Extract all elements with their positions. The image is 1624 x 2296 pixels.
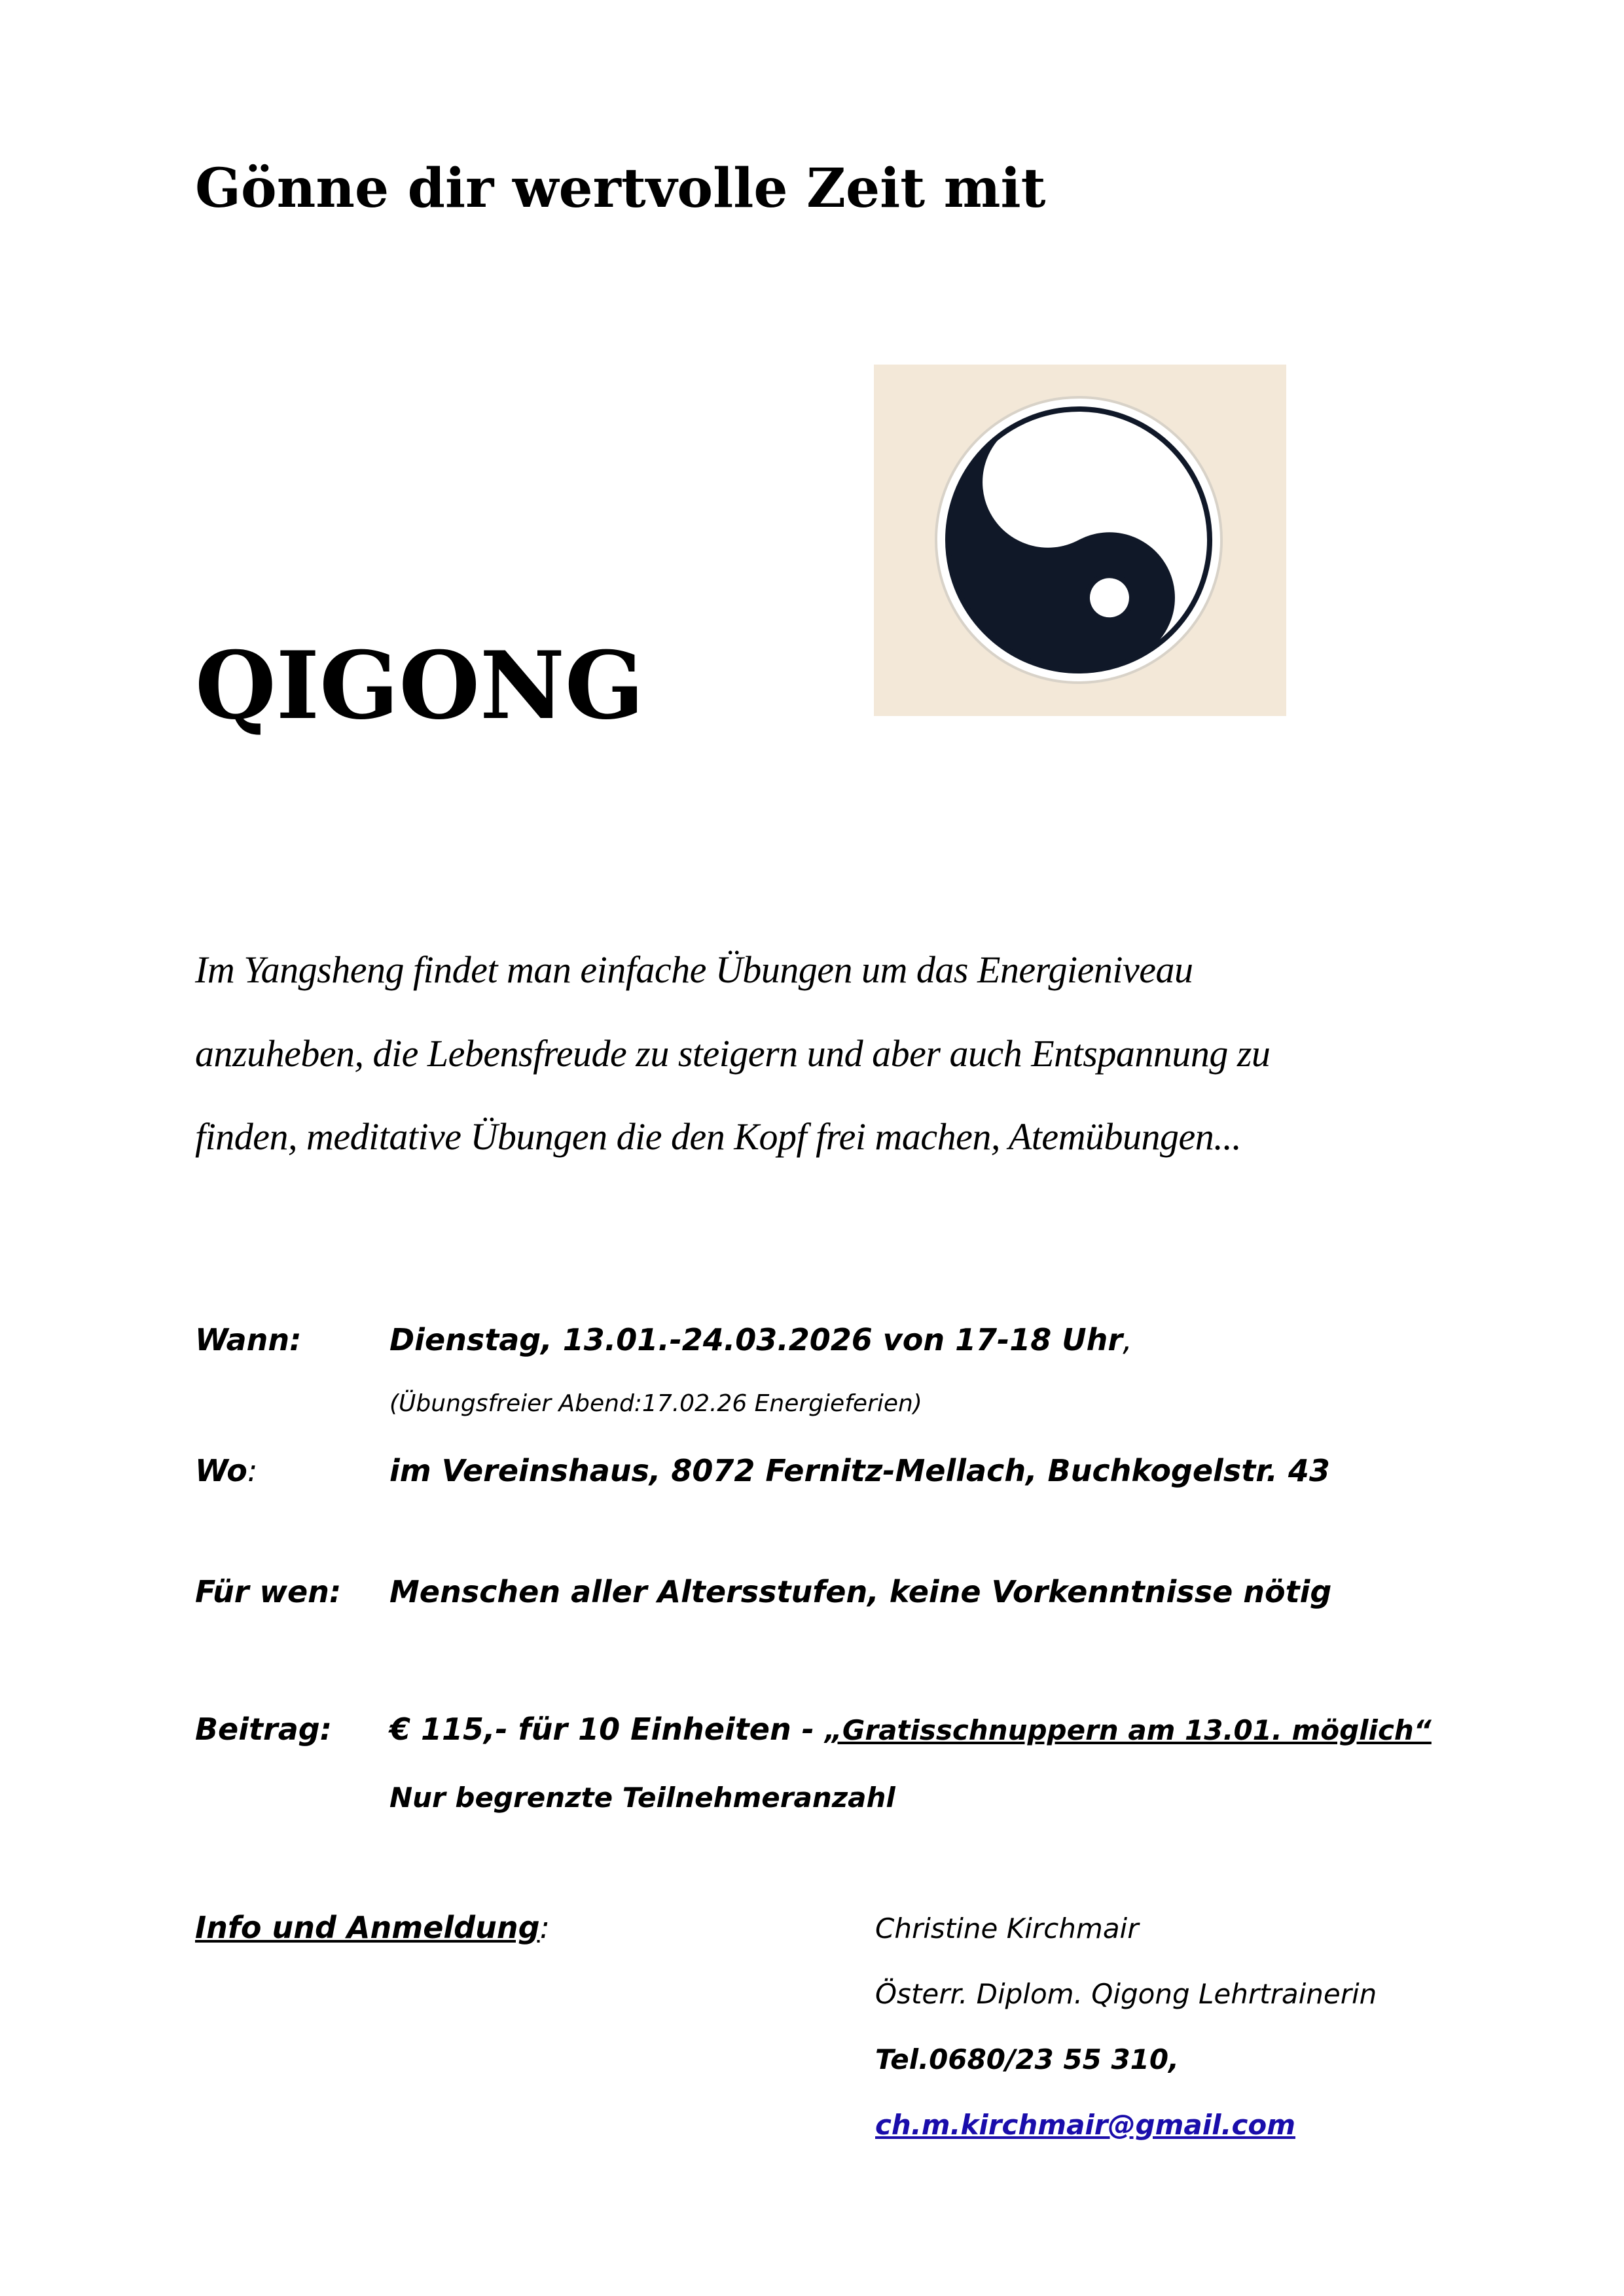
- beitrag-value: [389, 1712, 1432, 1747]
- page-title: QIGONG: [195, 632, 645, 740]
- intro-line-1: Im Yangsheng findet man einfache Übungen um das Energieniveau: [195, 948, 1193, 991]
- wo-label-text: Wo: [195, 1453, 247, 1488]
- headline: Gönne dir wertvolle Zeit mit: [195, 157, 1046, 220]
- wann-date: Dienstag, 13.01.-24.03.2026 von 17-18 Uhr: [389, 1322, 1123, 1357]
- contact-label-text: Info und Anmeldung: [195, 1910, 540, 1945]
- wo-label: [195, 1453, 257, 1488]
- contact-label-suffix: :: [539, 1910, 550, 1945]
- beitrag-label: Beitrag:: [195, 1712, 333, 1747]
- beitrag-highlight: „Gratisschnuppern am 13.01. möglich“: [824, 1714, 1432, 1746]
- contact-phone: Tel.0680/23 55 310,: [875, 2043, 1180, 2075]
- beitrag-note: Nur begrenzte Teilnehmeranzahl: [389, 1782, 895, 1814]
- beitrag-price: € 115,- für 10 Einheiten -: [389, 1712, 825, 1747]
- intro-line-3: finden, meditative Übungen die den Kopf frei machen, Atemübungen...: [195, 1115, 1242, 1158]
- fuer-wen-value: Menschen aller Altersstufen, keine Vorkenntnisse nötig: [389, 1574, 1332, 1609]
- contact-name: Christine Kirchmair: [875, 1912, 1139, 1945]
- intro-line-2: anzuheben, die Lebensfreude zu steigern und aber auch Entspannung zu: [195, 1032, 1271, 1075]
- yin-yang-image: [874, 365, 1286, 716]
- fuer-wen-label: Für wen:: [195, 1574, 342, 1609]
- contact-role: Österr. Diplom. Qigong Lehrtrainerin: [875, 1978, 1377, 2010]
- yin-yang-icon: [874, 365, 1286, 716]
- wann-value: [389, 1322, 1132, 1357]
- wann-label: Wann:: [195, 1322, 302, 1357]
- wann-note: (Übungsfreier Abend:17.02.26 Energieferien): [389, 1390, 922, 1417]
- wann-suffix: ,: [1123, 1322, 1132, 1357]
- contact-label: [195, 1910, 550, 1945]
- contact-email-link[interactable]: ch.m.kirchmair@gmail.com: [875, 2109, 1295, 2141]
- wo-value: im Vereinshaus, 8072 Fernitz-Mellach, Buchkogelstr. 43: [389, 1453, 1330, 1488]
- wo-label-suffix: :: [247, 1453, 258, 1488]
